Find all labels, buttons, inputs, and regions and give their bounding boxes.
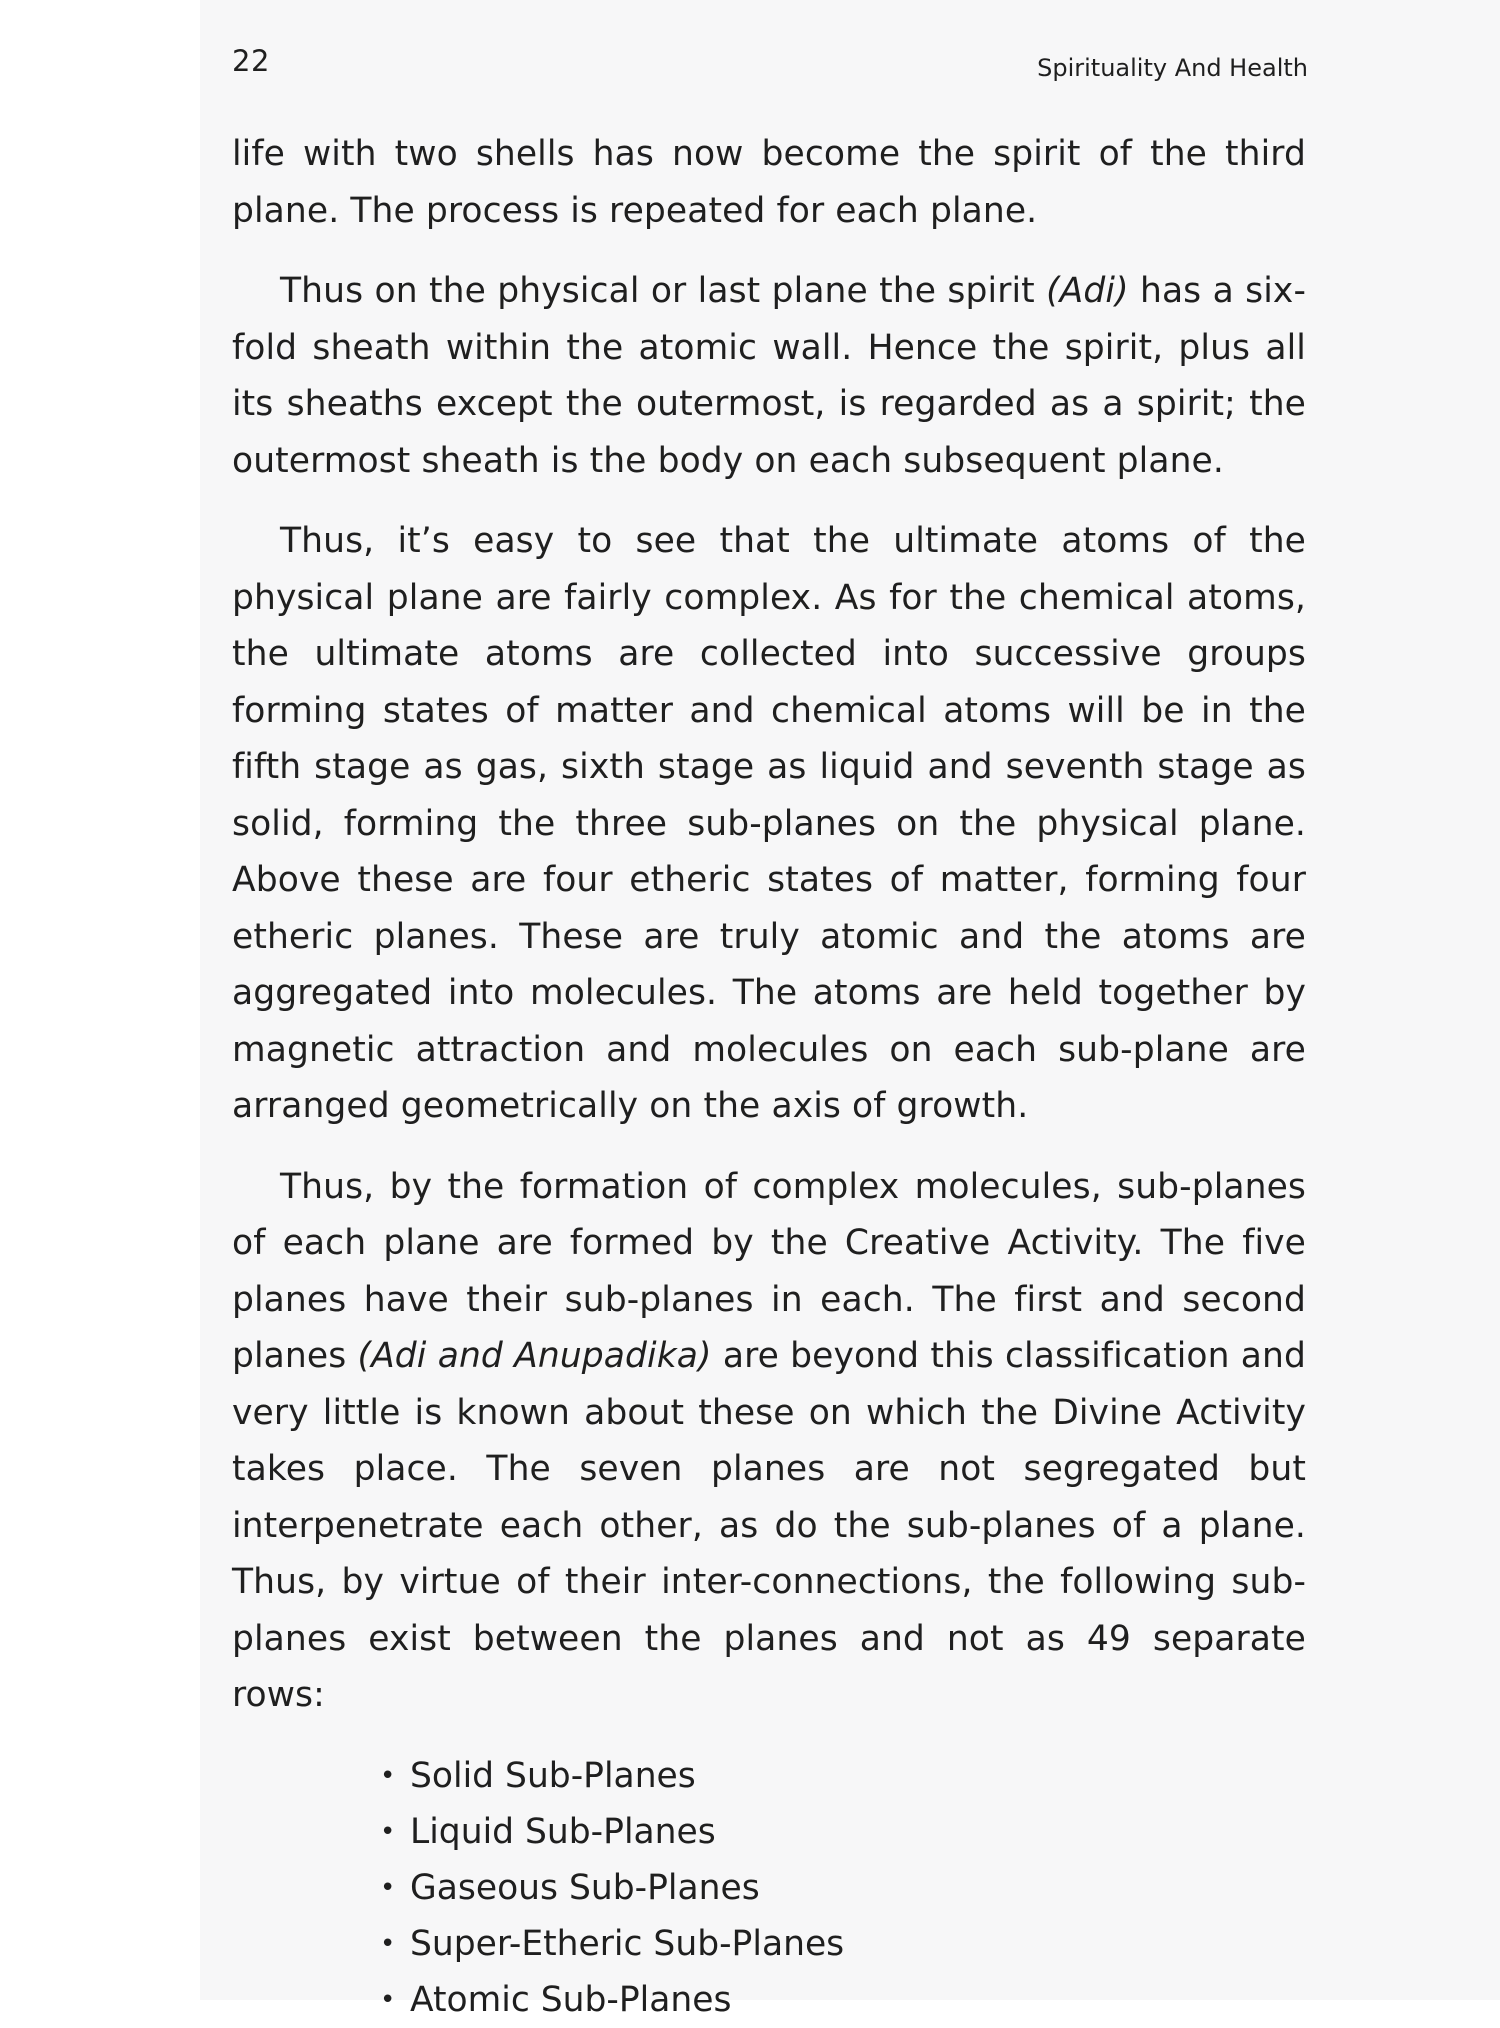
paragraph-4-text-a: Thus, by the formation of complex molecules, sub-planes of each plane are formed by the Creative Activity. The five planes have their sub-planes in each. The first and second planes	[232, 1166, 1306, 1376]
list-item: • Solid Sub-Planes	[380, 1748, 1306, 1804]
list-item: • Atomic Sub-Planes	[380, 1972, 1306, 2028]
paragraph-2	[232, 263, 1306, 489]
page-number: 22	[232, 44, 270, 78]
paragraph-2-text-b: has a six-fold sheath within the atomic wall. Hence the spirit, plus all its sheaths except the outermost, is regarded as a spirit; the outermost sheath is the body on each subsequent plane.	[232, 271, 1306, 481]
body-text	[232, 126, 1306, 2028]
running-head-title: Spirituality And Health	[1037, 54, 1308, 82]
sub-planes-list	[232, 1748, 1306, 2028]
paragraph-4-italic-term: (Adi and Anupadika)	[357, 1336, 712, 1376]
paragraph-2-text-a: Thus on the physical or last plane the spirit	[280, 271, 1047, 311]
paragraph-4	[232, 1159, 1306, 1724]
paragraph-4-text-b: are beyond this classification and very little is known about these on which the Divine Activity takes place. The seven planes are not segregated but interpenetrate each other, as do the sub-planes of a plane. Thus, by virtue of their inter-connections, the following sub-planes exist between the planes and not as 49 separate rows:	[232, 1336, 1306, 1715]
paragraph-2-italic-term: (Adi)	[1046, 271, 1129, 311]
list-item: • Gaseous Sub-Planes	[380, 1860, 1306, 1916]
paragraph-3: Thus, it’s easy to see that the ultimate atoms of the physical plane are fairly complex. As for the chemical atoms, the ultimate atoms are collected into successive groups forming states of matter and chemical atoms will be in the fifth stage as gas, sixth stage as liquid and seventh stage as solid, forming the three sub-planes on the physical plane. Above these are four etheric states of matter, forming four etheric planes. These are truly atomic and the atoms are aggregated into molecules. The atoms are held together by magnetic attraction and molecules on each sub-plane are arranged geometrically on the axis of growth.	[232, 521, 1306, 1126]
list-item: • Super-Etheric Sub-Planes	[380, 1916, 1306, 1972]
list-item: • Liquid Sub-Planes	[380, 1804, 1306, 1860]
paragraph-1: life with two shells has now become the spirit of the third plane. The process is repeated for each plane.	[232, 134, 1306, 231]
